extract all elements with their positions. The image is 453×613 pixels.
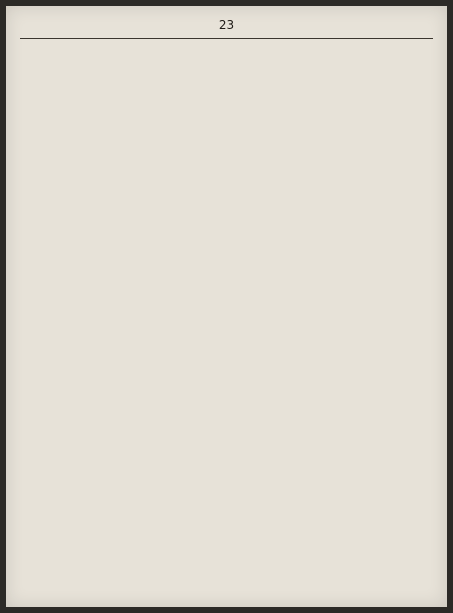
book-page xyxy=(6,6,447,607)
page-number: 23 xyxy=(218,18,235,32)
running-header xyxy=(20,18,433,39)
